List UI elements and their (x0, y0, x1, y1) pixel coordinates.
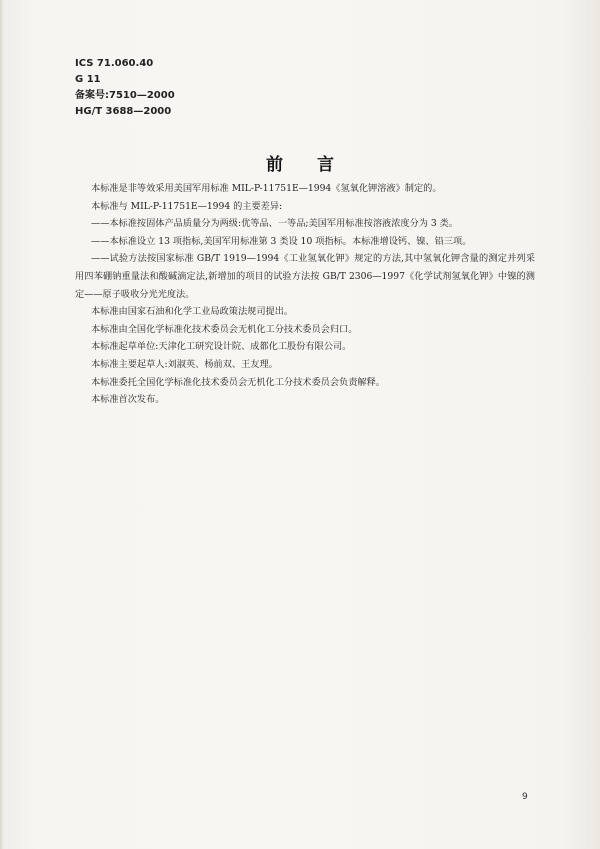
foreword-body (75, 180, 535, 409)
paragraph: 本标准主要起草人:刘淑英、杨前双、王友理。 (91, 358, 278, 370)
ics-code: ICS 71.060.40 (75, 58, 154, 69)
scan-edge-shadow (0, 0, 4, 849)
classification-code: G 11 (75, 74, 101, 85)
record-number: 备案号:7510—2000 (75, 90, 175, 101)
paragraph: ——本标准设立 13 项指标,美国军用标准第 3 类设 10 项指标。本标准增设钙、镍、铅三项。 (91, 235, 472, 247)
paragraph: 本标准起草单位:天津化工研究设计院、成都化工股份有限公司。 (91, 341, 352, 353)
paragraph: 本标准是非等效采用美国军用标准 MIL-P-11751E—1994《氢氧化钾溶液》制定的。 (91, 183, 442, 194)
paragraph: 本标准与 MIL-P-11751E—1994 的主要差异: (91, 200, 283, 212)
paragraph: ——试验方法按国家标准 GB/T 1919—1994《工业氢氧化钾》规定的方法,其中氢氧化钾含量的测定并列采用四苯硼钠重量法和酸碱滴定法,新增加的项目的试验方法按 GB/T 2306—1997《化学试剂氢氧化钾》中镍的测定——原子吸收分光光度法。 (75, 253, 535, 300)
paragraph: 本标准由国家石油和化学工业局政策法规司提出。 (91, 306, 294, 318)
paragraph: 本标准委托全国化学标准化技术委员会无机化工分技术委员会负责解释。 (91, 376, 385, 388)
paragraph: ——本标准按固体产品质量分为两级:优等品、一等品;美国军用标准按溶液浓度分为 3 类。 (91, 218, 459, 230)
paragraph: 本标准首次发布。 (91, 394, 165, 406)
standard-header (75, 56, 175, 120)
page-title: 前言 (266, 155, 368, 175)
page-number: 9 (522, 792, 528, 802)
standard-number: HG/T 3688—2000 (75, 106, 172, 117)
paragraph: 本标准由全国化学标准化技术委员会无机化工分技术委员会归口。 (91, 323, 358, 335)
